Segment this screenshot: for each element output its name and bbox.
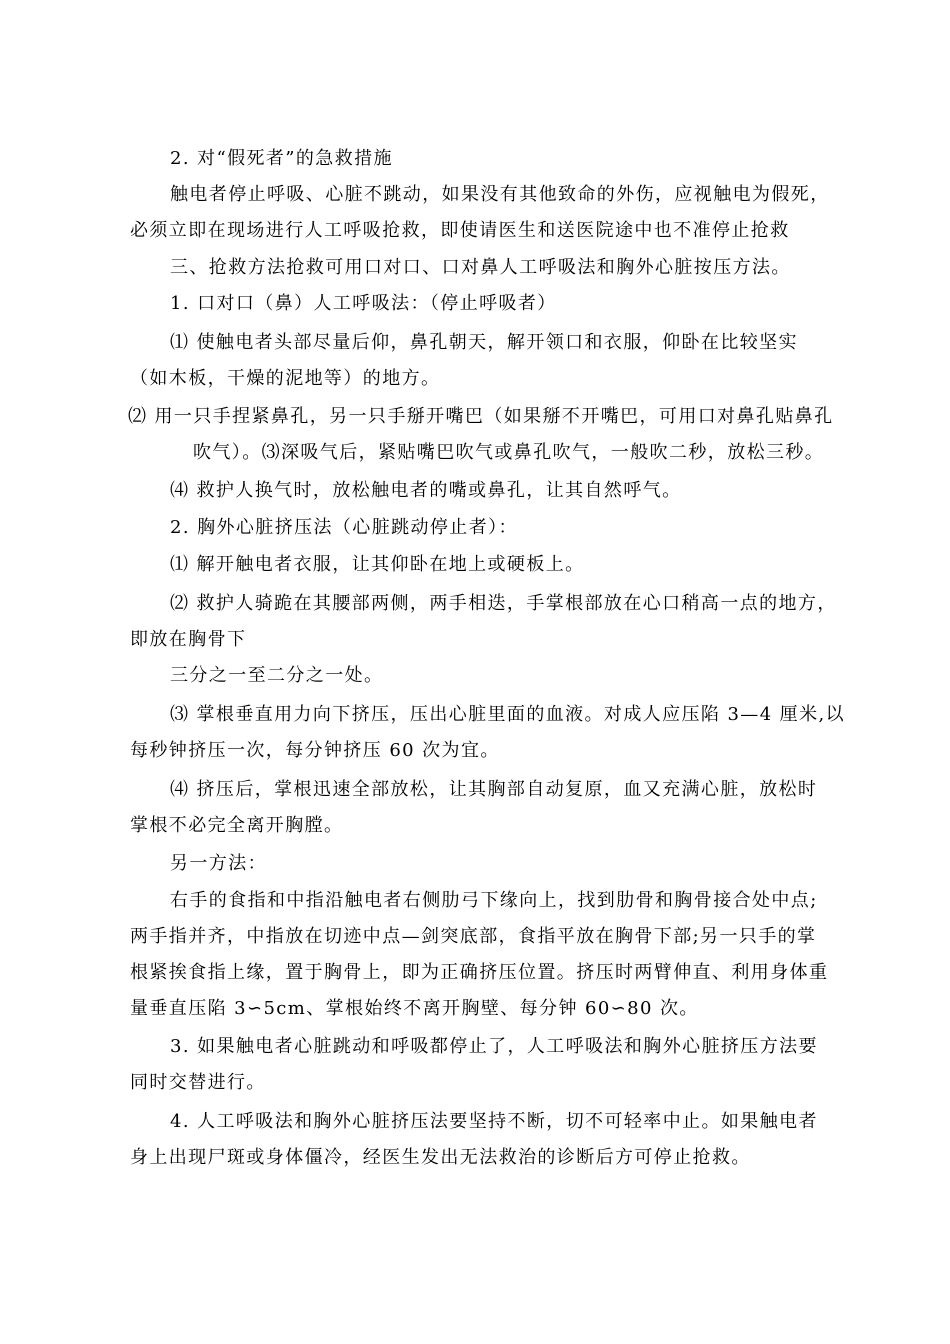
paragraph-line: 根紧挨食指上缘，置于胸骨上，即为正确挤压位置。挤压时两臂伸直、利用身体重 [130,962,829,983]
paragraph-line: 量垂直压陷 3∽5cm、掌根始终不离开胸壁、每分钟 60∽80 次。 [130,998,699,1019]
list-item-step-3: ⑶ 掌根垂直用力向下挤压，压出心脏里面的血液。对成人应压陷 3—4 厘米,以 [170,704,845,725]
list-item-step-2: ⑵ 用一只手捏紧鼻孔，另一只手掰开嘴巴（如果掰不开嘴巴，可用口对鼻孔贴鼻孔 [128,406,834,427]
paragraph-line: 身上出现尸斑或身体僵冷，经医生发出无法救治的诊断后方可停止抢救。 [130,1147,751,1168]
paragraph-line: 掌根不必完全离开胸膛。 [130,815,344,836]
list-item-point-4: 4. 人工呼吸法和胸外心脏挤压法要坚持不断，切不可轻率中止。如果触电者 [170,1111,818,1132]
list-item-step-1: ⑴ 解开触电者衣服，让其仰卧在地上或硬板上。 [170,554,585,575]
paragraph-line: 吹气）。⑶深吸气后，紧贴嘴巴吹气或鼻孔吹气，一般吹二秒，放松三秒。 [193,442,825,463]
list-item-step-4: ⑷ 救护人换气时，放松触电者的嘴或鼻孔，让其自然呼气。 [170,480,682,501]
subheading-alternative-method: 另一方法： [170,853,267,874]
list-item-point-3: 3. 如果触电者心脏跳动和呼吸都停止了，人工呼吸法和胸外心脏挤压方法要 [170,1036,818,1057]
list-item-step-1: ⑴ 使触电者头部尽量后仰，鼻孔朝天，解开领口和衣服，仰卧在比较坚实 [170,332,798,353]
list-item-step-4: ⑷ 挤压后，掌根迅速全部放松，让其胸部自动复原，血又充满心脏，放松时 [170,779,818,800]
paragraph-line: 即放在胸骨下 [130,629,247,650]
subheading-chest-compression: 2. 胸外心脏挤压法（心脏跳动停止者）： [170,517,518,538]
section-heading-rescue-methods: 三、抢救方法抢救可用口对口、口对鼻人工呼吸法和胸外心脏按压方法。 [170,257,791,278]
paragraph-line: 触电者停止呼吸、心脏不跳动，如果没有其他致命的外伤，应视触电为假死， [170,184,830,205]
paragraph-line: 两手指并齐，中指放在切迹中点—剑突底部，食指平放在胸骨下部;另一只手的掌 [130,926,817,947]
subheading-mouth-to-mouth: 1. 口对口（鼻）人工呼吸法：（停止呼吸者） [170,293,557,314]
paragraph-line: 必须立即在现场进行人工呼吸抢救，即使请医生和送医院途中也不准停止抢救 [130,220,790,241]
section-heading-apparent-death: 2. 对“假死者”的急救措施 [170,148,393,169]
list-item-step-2: ⑵ 救护人骑跪在其腰部两侧，两手相迭，手掌根部放在心口稍高一点的地方， [170,593,837,614]
paragraph-line: 同时交替进行。 [130,1072,266,1093]
paragraph-line: 每秒钟挤压一次，每分钟挤压 60 次为宜。 [130,740,500,761]
paragraph-line: 三分之一至二分之一处。 [170,665,384,686]
paragraph-line: 右手的食指和中指沿触电者右侧肋弓下缘向上，找到肋骨和胸骨接合处中点; [170,890,818,911]
paragraph-line: （如木板，干燥的泥地等）的地方。 [130,368,441,389]
